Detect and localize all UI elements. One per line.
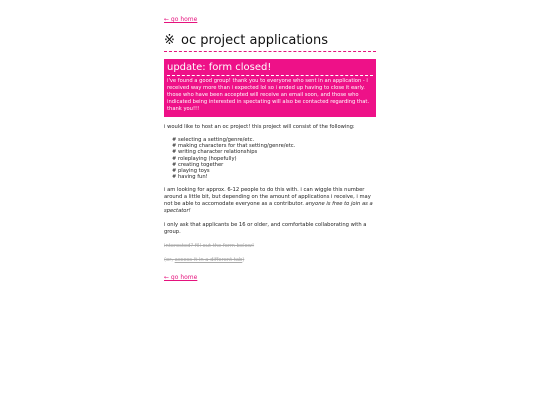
- form-or-prefix: (or,: [164, 257, 173, 264]
- notice-body: i've found a good group! thank you to everyone who sent in an application - i received way more than i expected lol so i ended up having to close it early. those who have been accepted will receive an email soon, and those who indicated being interested in spectating will also be contacted regarding that. thank you!!!: [167, 78, 370, 112]
- notice-title: update: form closed!: [167, 61, 373, 76]
- page-title-text: oc project applications: [181, 33, 329, 48]
- spectator-note: anyone is free to join as a spectator!: [164, 201, 373, 215]
- reference-mark-icon: ※: [164, 33, 175, 48]
- go-home-link-bottom[interactable]: ← go home: [164, 274, 198, 282]
- page-title: [164, 32, 376, 52]
- form-open-elsewhere: [164, 257, 376, 264]
- list-item: # creating together: [172, 161, 224, 168]
- list-item: # roleplaying (hopefully): [172, 155, 237, 162]
- page-content: [164, 6, 376, 283]
- list-item: # selecting a setting/genre/etc.: [172, 137, 255, 143]
- go-home-link-top[interactable]: ← go home: [164, 16, 198, 23]
- list-item: # making characters for that setting/genre/etc.: [172, 143, 296, 150]
- looking-for-body: i am looking for approx. 6-12 people to do this with. i can wiggle this number around a little bit, but depending on the amount of applications i receive, i may not be able to accomodate everyone as a contributor.: [164, 187, 371, 208]
- form-closed-notice: [164, 59, 376, 117]
- list-item: # writing character relationships: [172, 149, 258, 156]
- looking-for-text: [164, 187, 376, 215]
- activity-list: [172, 137, 376, 180]
- list-item: # having fun!: [172, 174, 208, 181]
- open-form-tab-link[interactable]: access it in a different tab: [174, 257, 243, 264]
- form-or-suffix: ): [242, 257, 245, 264]
- form-interested-text: interested? fill out the form below!: [164, 243, 255, 250]
- intro-text: i would like to host an oc project! this project will consist of the following:: [164, 124, 355, 130]
- list-item: # playing toys: [172, 168, 210, 175]
- requirement-text: i only ask that applicants be 16 or older, and comfortable collaborating with a group.: [164, 222, 367, 236]
